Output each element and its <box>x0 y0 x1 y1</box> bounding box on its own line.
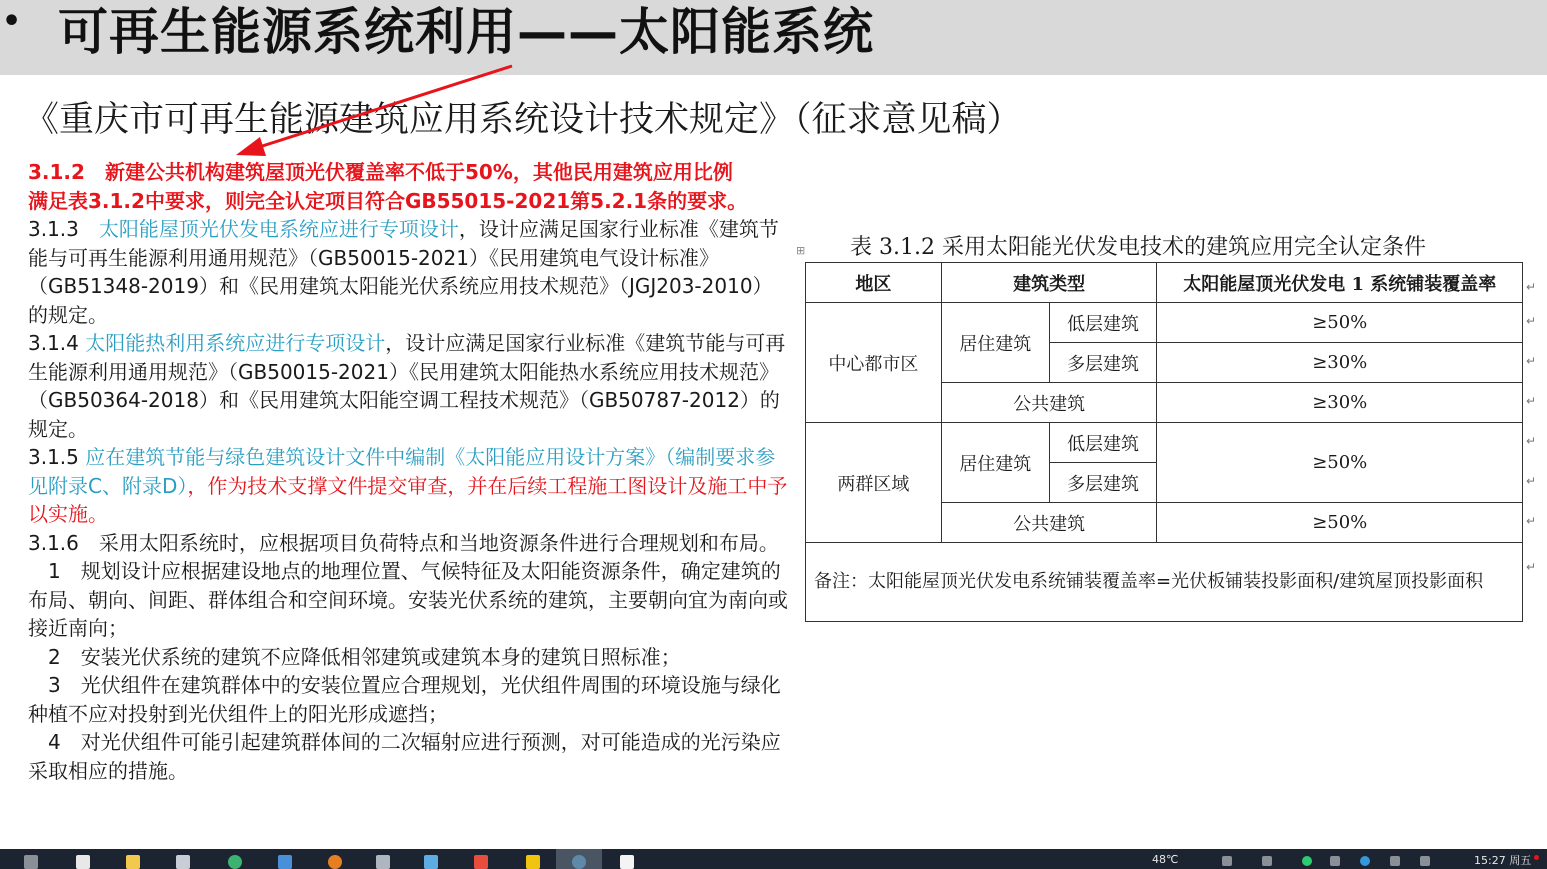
table-row <box>806 423 1523 463</box>
tray-icon[interactable] <box>1222 856 1232 866</box>
type-multi-rise: 多层建筑 <box>1049 343 1157 383</box>
coverage-value: ≥50% <box>1157 423 1523 503</box>
header-coverage: 太阳能屋顶光伏发电 1 系统铺装覆盖率 <box>1157 263 1523 303</box>
tray-icon[interactable] <box>1330 856 1340 866</box>
browser-icon[interactable] <box>228 855 242 869</box>
clause-item-1: 1 规划设计应根据建设地点的地理位置、气候特征及太阳能资源条件，确定建筑的布局、朝向、间距、群体组合和空间环境。安装光伏系统的建筑，主要朝向宜为南向或接近南向； <box>28 559 788 640</box>
table-caption: 表 3.1.2 采用太阳能光伏发电技术的建筑应用完全认定条件 <box>850 235 1426 260</box>
active-app-highlight[interactable] <box>556 849 602 869</box>
coverage-value: ≥50% <box>1157 303 1523 343</box>
app-icon[interactable] <box>474 855 488 869</box>
clause-item-2: 2 安装光伏系统的建筑不应降低相邻建筑或建筑本身的建筑日照标准； <box>28 644 681 669</box>
clause-3-1-3-number: 3.1.3 <box>28 217 99 241</box>
app-icon[interactable] <box>526 855 540 869</box>
tray-icon[interactable] <box>1420 856 1430 866</box>
table-note: 备注：太阳能屋顶光伏发电系统铺装覆盖率=光伏板铺装投影面积/建筑屋顶投影面积 <box>806 543 1523 622</box>
return-mark-icon: ↵ <box>1526 514 1537 528</box>
requirements-table <box>805 262 1523 622</box>
clause-3-1-5-blue-text: 应在建筑节能与绿色建筑设计文件中编制《太阳能应用设计方案》（编制要求参见附录C、附录D） <box>28 445 776 498</box>
clause-3-1-6: 3.1.6 采用太阳系统时，应根据项目负荷特点和当地资源条件进行合理规划和布局。 <box>28 530 779 555</box>
taskbar-clock[interactable]: 15:27 周五 <box>1474 854 1532 867</box>
return-mark-icon: ↵ <box>1526 314 1537 328</box>
app-icon[interactable] <box>176 855 190 869</box>
app-icon[interactable] <box>76 855 90 869</box>
clause-3-1-4-highlight: 太阳能热利用系统应进行专项设计 <box>85 331 386 355</box>
return-mark-icon: ↵ <box>1526 354 1537 368</box>
app-icon[interactable] <box>328 855 342 869</box>
type-residential: 居住建筑 <box>941 303 1049 383</box>
clause-text-block <box>28 158 788 785</box>
type-public: 公共建筑 <box>941 383 1157 423</box>
header-region: 地区 <box>806 263 942 303</box>
weather-temperature[interactable]: 48℃ <box>1152 853 1179 866</box>
coverage-value: ≥50% <box>1157 503 1523 543</box>
type-multi-rise: 多层建筑 <box>1049 463 1157 503</box>
clause-3-1-2 <box>28 158 788 215</box>
document-icon[interactable] <box>620 855 634 869</box>
type-residential: 居住建筑 <box>941 423 1049 503</box>
app-icon[interactable] <box>278 855 292 869</box>
return-mark-icon: ↵ <box>1526 280 1537 294</box>
clause-3-1-2-line2: 满足表3.1.2中要求，则完全认定项目符合GB55015-2021第5.2.1条的要求。 <box>28 188 748 213</box>
slide-title: 可再生能源系统利用——太阳能系统 <box>58 3 874 61</box>
type-low-rise: 低层建筑 <box>1049 423 1157 463</box>
table-anchor-icon: ⊞ <box>796 244 806 257</box>
folder-icon[interactable] <box>126 855 140 869</box>
header-building-type: 建筑类型 <box>941 263 1157 303</box>
return-mark-icon: ↵ <box>1526 560 1537 574</box>
app-icon[interactable] <box>376 855 390 869</box>
file-explorer-icon[interactable] <box>24 855 38 869</box>
clause-3-1-3-highlight: 太阳能屋顶光伏发电系统应进行专项设计 <box>98 217 459 241</box>
clause-item-4: 4 对光伏组件可能引起建筑群体间的二次辐射应进行预测，对可能造成的光污染应采取相应的措施。 <box>28 730 781 783</box>
clause-3-1-5-number: 3.1.5 <box>28 445 86 469</box>
active-app-icon[interactable] <box>572 855 586 869</box>
clause-3-1-4 <box>28 329 788 443</box>
taskbar <box>0 849 1547 869</box>
type-public: 公共建筑 <box>941 503 1157 543</box>
clause-item-3: 3 光伏组件在建筑群体中的安装位置应合理规划，光伏组件周围的环境设施与绿化种植不应对投射到光伏组件上的阳光形成遮挡； <box>28 673 781 726</box>
notification-dot-icon <box>1534 855 1539 860</box>
region-two-groups: 两群区域 <box>806 423 942 543</box>
return-mark-icon: ↵ <box>1526 474 1537 488</box>
clause-3-1-4-body: ，设计应满足国家行业标准《建筑节能与可再生能源利用通用规范》（GB50015-2021）《民用建筑太阳能热水系统应用技术规范》（GB50364-2018）和《民用建筑太阳能空调工程技术规范》（GB50787-2012）的规定。 <box>28 331 786 441</box>
slide-subtitle: 《重庆市可再生能源建筑应用系统设计技术规定》（征求意见稿） <box>24 100 1022 140</box>
title-bullet: • <box>2 4 22 39</box>
clause-3-1-5-red-text: ，作为技术支撑文件提交审查，并在后续工程施工图设计及施工中予以实施。 <box>28 473 788 526</box>
clause-3-1-3-body: ，设计应满足国家行业标准《建筑节能与可再生能源利用通用规范》（GB50015-2021）《民用建筑电气设计标准》（GB51348-2019）和《民用建筑太阳能光伏系统应用技术规范》（JGJ203-2010）的规定。 <box>28 217 779 327</box>
clause-3-1-2-line1: 3.1.2 新建公共机构建筑屋顶光伏覆盖率不低于50%，其他民用建筑应用比例 <box>28 160 733 184</box>
tray-icon[interactable] <box>1262 856 1272 866</box>
return-mark-icon: ↵ <box>1526 394 1537 408</box>
table-row <box>806 303 1523 343</box>
tray-icon[interactable] <box>1302 856 1312 866</box>
tray-icon[interactable] <box>1360 856 1370 866</box>
clause-3-1-3 <box>28 215 788 329</box>
region-central: 中心都市区 <box>806 303 942 423</box>
coverage-value: ≥30% <box>1157 383 1523 423</box>
table-header-row <box>806 263 1523 303</box>
table-note-row <box>806 543 1523 622</box>
return-mark-icon: ↵ <box>1526 434 1537 448</box>
coverage-value: ≥30% <box>1157 343 1523 383</box>
app-icon[interactable] <box>424 855 438 869</box>
type-low-rise: 低层建筑 <box>1049 303 1157 343</box>
clause-3-1-5 <box>28 443 788 529</box>
tray-icon[interactable] <box>1390 856 1400 866</box>
clause-3-1-4-number: 3.1.4 <box>28 331 86 355</box>
